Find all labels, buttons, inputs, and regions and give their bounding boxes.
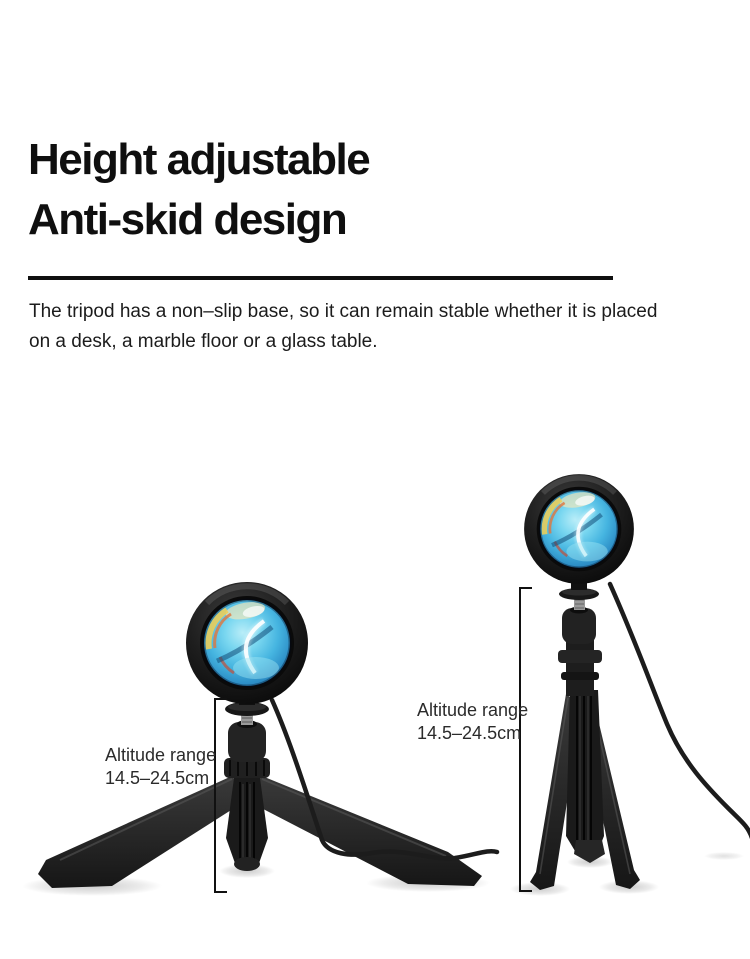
left-lamp-ball-mount [225, 696, 269, 762]
right-lamp-power-cable [610, 584, 750, 838]
left-measurement-bracket [214, 698, 227, 893]
altitude-label-right [417, 699, 528, 745]
altitude-label-right-line-1: Altitude range [417, 700, 529, 720]
left-lamp-head [186, 582, 308, 704]
description-line-2: on a desk, a marble floor or a glass table. [29, 331, 378, 352]
altitude-label-right-line-2: 14.5–24.5cm [417, 723, 522, 743]
right-lamp-figure [510, 474, 750, 896]
altitude-label-left [105, 744, 216, 790]
product-description [29, 297, 657, 357]
description-line-1: The tripod has a non–slip base, so it can remain stable whether it is placed [29, 301, 658, 322]
title-line-1: Height adjustable [28, 135, 370, 184]
right-lamp-ball-mount [559, 580, 599, 644]
altitude-label-left-line-1: Altitude range [105, 745, 217, 765]
page-title [28, 130, 369, 250]
right-lamp-tripod [530, 640, 640, 890]
title-line-2: Anti-skid design [28, 195, 347, 244]
divider-rule [28, 276, 613, 280]
altitude-label-left-line-2: 14.5–24.5cm [105, 768, 210, 788]
right-lamp-head [524, 474, 634, 584]
